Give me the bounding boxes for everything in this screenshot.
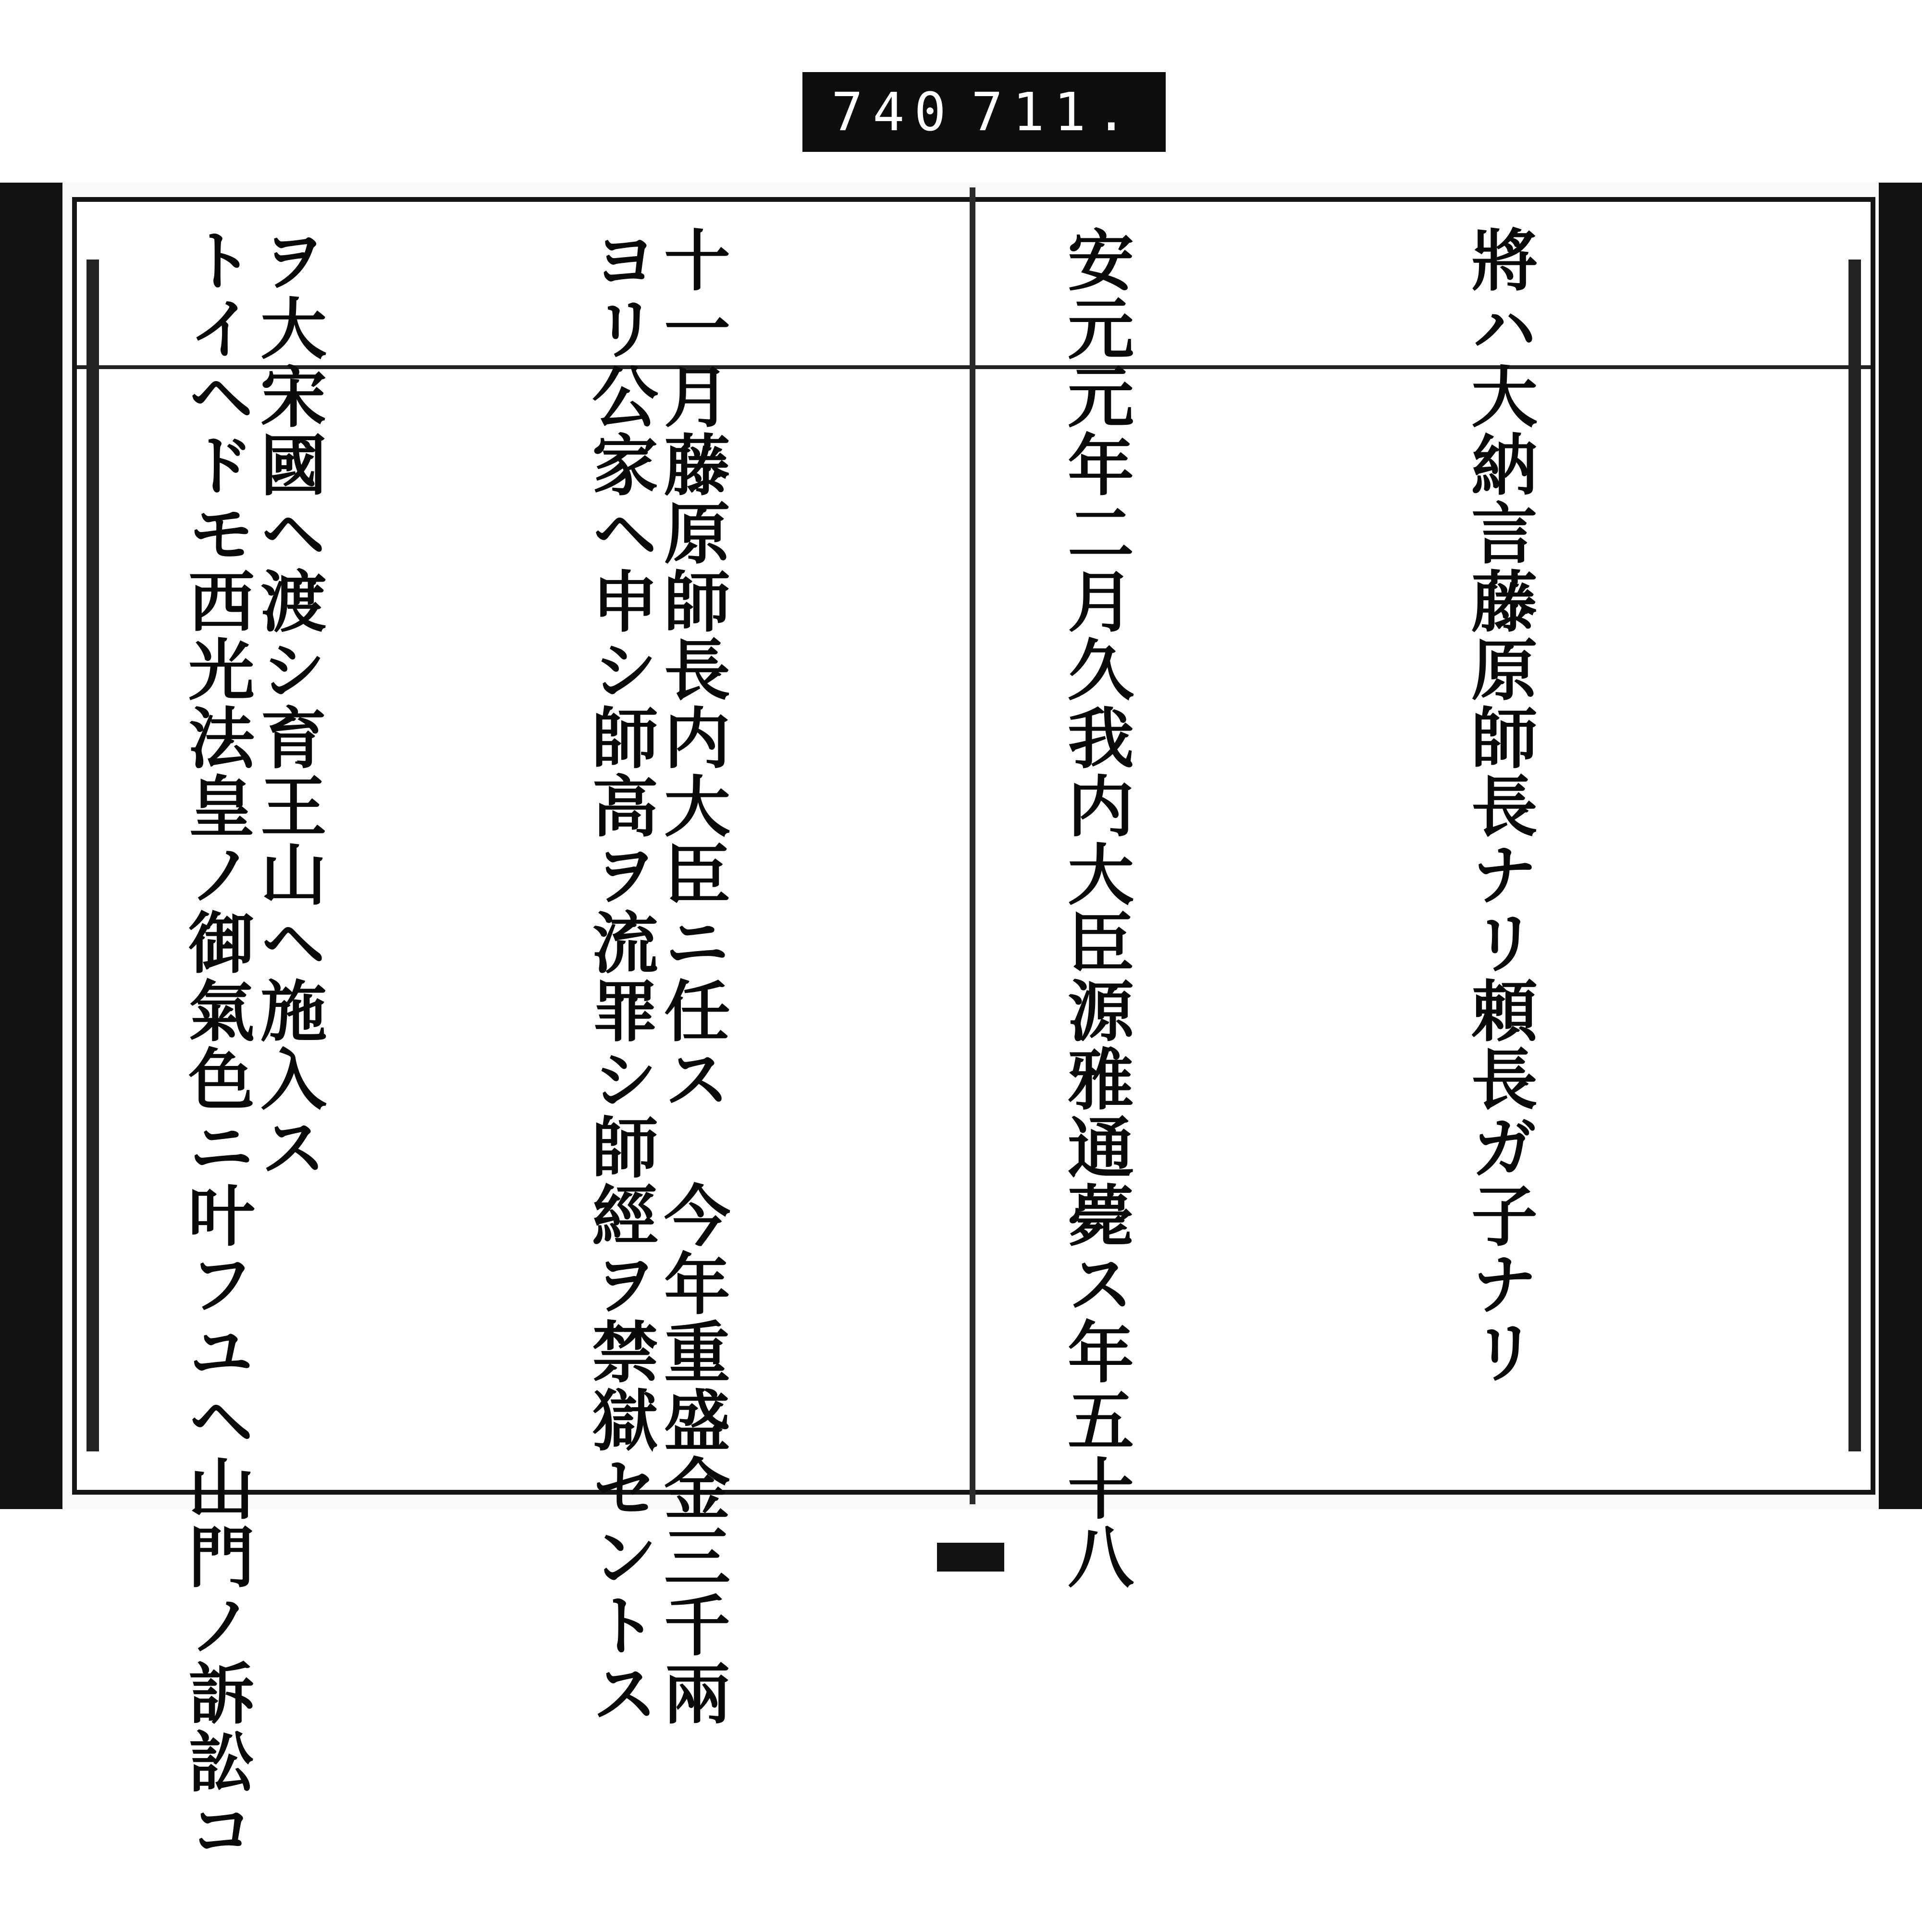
archive-number-label [802,72,1166,152]
left-page-text [101,226,956,1864]
right-page-binding-strip [1848,260,1861,1451]
label-number-left: 740 [831,81,956,143]
text-column: 安元元年二月久我内大臣源雅通薨ス年五十八 [1057,226,1135,1591]
text-column: トイヘドモ西光法皇ノ御氣色ニ叶フユヘ山門ノ訴訟コ [177,226,256,1864]
book-cover-right [1874,183,1922,1509]
text-column: 十一月藤原師長内大臣ニ任ス 今年重盛金三千兩 [653,226,731,1727]
label-number-right: 711. [971,81,1137,143]
bottom-binding-mark [937,1543,1004,1572]
text-column: ヲ大宋國ヘ渡シ育王山ヘ施入ス [249,226,328,1181]
text-column: ヨリ公家ヘ申シ師高ヲ流罪シ師經ヲ禁獄セントス [581,226,659,1727]
text-column: 將ハ大納言藤原師長ナリ頼長ガ子ナリ [1460,226,1539,1386]
